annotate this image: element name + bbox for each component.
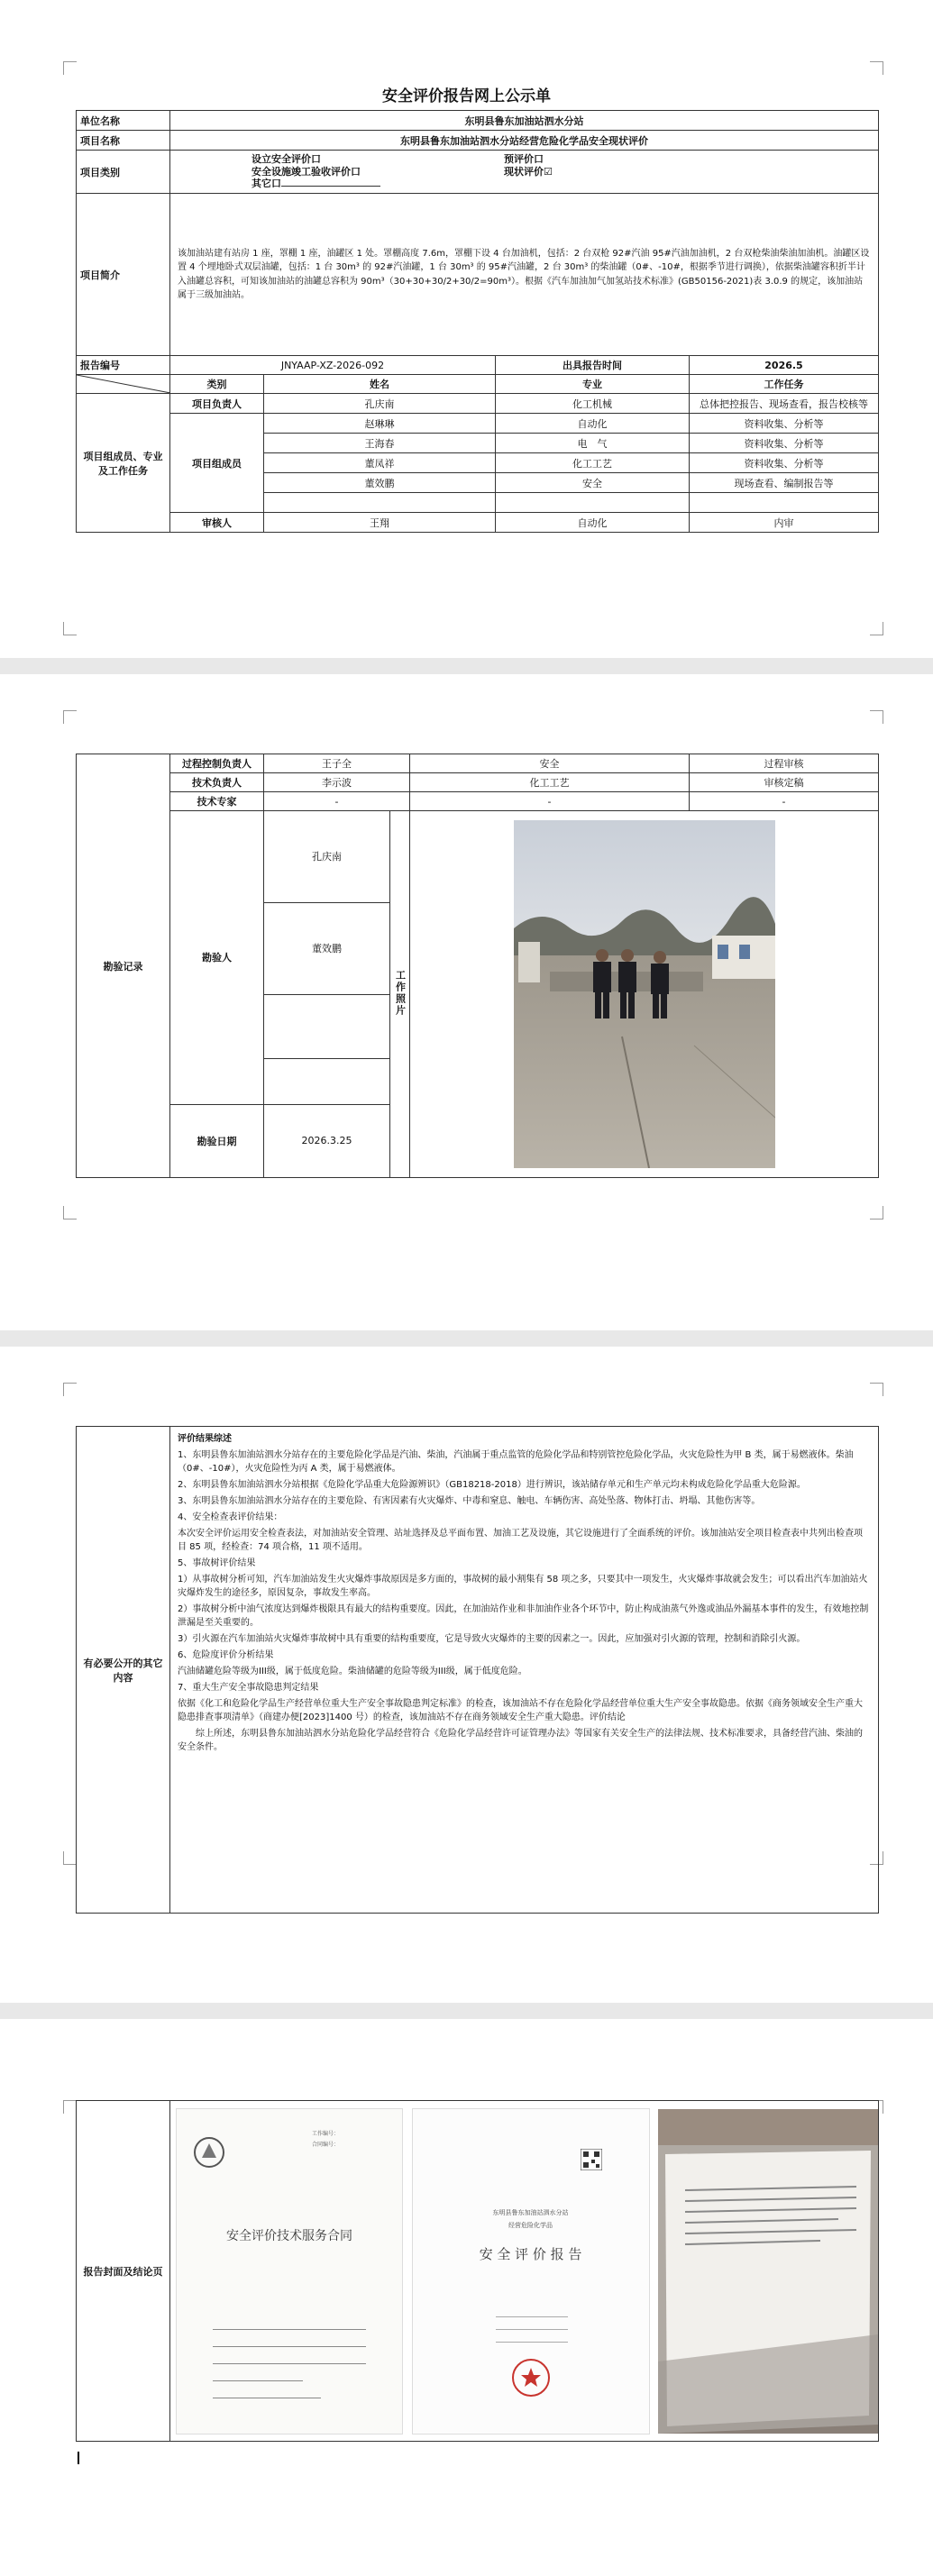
tech-name: 李示波	[264, 773, 410, 792]
tech-label: 技术负责人	[170, 773, 264, 792]
summary-para: 4、安全检查表评价结果：	[178, 1512, 283, 1522]
member-task	[690, 493, 879, 513]
header-category: 类别	[170, 375, 264, 394]
member-name: 赵琳琳	[264, 414, 496, 434]
official-seal-icon	[510, 2357, 552, 2398]
tech-major: 化工工艺	[410, 773, 690, 792]
member-name: 王海春	[264, 434, 496, 453]
crop-mark	[870, 710, 883, 724]
diagonal-line	[77, 375, 169, 393]
option-current: 现状评价☑	[504, 165, 553, 178]
page-1	[0, 0, 933, 658]
other-label: 有必要公开的其它内容	[77, 1427, 170, 1914]
crop-mark	[63, 2100, 77, 2114]
process-name: 王子全	[264, 754, 410, 773]
summary-para: 3）引火源在汽车加油站火灾爆炸事故树中具有重要的结构重要度，它是导致火灾爆炸的主要的因素之一。因此，应加强对引火源的管理，控制和消除引火源。	[178, 1634, 806, 1644]
page-3	[0, 1347, 933, 2003]
summary-para: 5、事故树评价结果	[178, 1558, 256, 1568]
report-date: 2026.5	[690, 356, 879, 375]
expert-label: 技术专家	[170, 792, 264, 811]
crop-mark	[63, 710, 77, 724]
conclusion-photo-graphic	[658, 2109, 878, 2434]
summary-para: 本次安全评价运用安全检查表法，对加油站安全管理、站址选择及总平面布置、加油工艺及设施，其它设施进行了全面系统的评价。该加油站安全项目检查表中共列出检查项目 85 项，经检查：74 项合格，11 项不适用。	[178, 1529, 863, 1552]
unit-value: 东明县鲁东加油站泗水分站	[170, 111, 879, 131]
diagonal-cell	[77, 375, 170, 394]
reviewer-name: 王翔	[264, 513, 496, 533]
crop-mark	[63, 1383, 77, 1396]
crop-mark	[63, 1206, 77, 1219]
tech-task: 审核定稿	[690, 773, 879, 792]
survey-label: 勘验记录	[77, 754, 170, 1178]
inspector-name	[264, 1058, 390, 1104]
team-label: 项目组成员、专业及工作任务	[77, 394, 170, 533]
cover-table	[76, 2100, 879, 2442]
member-major: 化工机械	[496, 394, 690, 414]
summary-content	[170, 1427, 879, 1914]
summary-heading: 评价结果综述	[178, 1434, 232, 1444]
summary-para: 1）从事故树分析可知，汽车加油站发生火灾爆炸事故原因是多方面的，事故树的最小割集有 58 项之多，只要其中一项发生，火灾爆炸事故就会发生；可以看出汽车加油站火灾爆炸发生的途径多，原因复杂，事故发生率高。	[178, 1575, 868, 1598]
contract-lines	[213, 2316, 366, 2398]
cover-label: 报告封面及结论页	[77, 2101, 170, 2442]
reviewer-label: 审核人	[170, 513, 264, 533]
members-label: 项目组成员	[170, 414, 264, 513]
type-label: 项目类别	[77, 151, 170, 194]
member-name: 董凤祥	[264, 453, 496, 473]
cover-sub: 经营危险化学品	[508, 2221, 553, 2229]
date-label: 勘验日期	[170, 1104, 264, 1177]
member-name	[264, 493, 496, 513]
crop-mark	[870, 622, 883, 635]
member-task: 现场查看、编制报告等	[690, 473, 879, 493]
member-task: 总体把控报告、现场查看，报告校核等	[690, 394, 879, 414]
report-date-label: 出具报告时间	[496, 356, 690, 375]
page-title: 安全评价报告网上公示单	[382, 87, 551, 105]
expert-task: -	[690, 792, 879, 811]
inspector-name: 孔庆南	[264, 811, 390, 903]
contract-title: 安全评价技术服务合同	[226, 2228, 352, 2243]
process-major: 安全	[410, 754, 690, 773]
member-major	[496, 493, 690, 513]
project-value: 东明县鲁东加油站泗水分站经营危险化学品安全现状评价	[170, 131, 879, 151]
crop-mark	[63, 1851, 77, 1865]
text-cursor	[78, 2452, 79, 2464]
photo-cell	[410, 811, 879, 1178]
option-establish: 设立安全评价口	[252, 152, 321, 165]
report-no-label: 报告编号	[77, 356, 170, 375]
photo-label-cell	[390, 811, 410, 1178]
report-no: JNYAAP-XZ-2026-092	[170, 356, 496, 375]
process-task: 过程审核	[690, 754, 879, 773]
member-task: 资料收集、分析等	[690, 414, 879, 434]
crop-mark	[63, 622, 77, 635]
info-table	[76, 110, 879, 533]
summary-para: 综上所述，东明县鲁东加油站泗水分站危险化学品经营符合《危险化学品经营许可证管理办法》等国家有关安全生产的法律法规、技术标准要求，具备经营汽油、柴油的安全条件。	[178, 1729, 863, 1752]
page-4	[0, 2019, 933, 2576]
inspector-name	[264, 994, 390, 1058]
project-label: 项目名称	[77, 131, 170, 151]
summary-para: 2）事故树分析中油气浓度达到爆炸极限具有最大的结构重要度。因此，在加油站作业和非加油作业各个环节中，防止构成油蒸气外逸或油品外漏基本事件的发生，有效地控制泄漏是至关重要的。	[178, 1604, 869, 1628]
crop-mark	[870, 61, 883, 75]
member-name: 孔庆南	[264, 394, 496, 414]
reviewer-major: 自动化	[496, 513, 690, 533]
date-value: 2026.3.25	[264, 1104, 390, 1177]
header-name: 姓名	[264, 375, 496, 394]
cover-unit: 东明县鲁东加油站泗水分站	[492, 2208, 569, 2216]
intro-label: 项目简介	[77, 194, 170, 356]
conclusion-photo	[658, 2109, 878, 2434]
summary-para: 汽油储罐危险等级为III级，属于低度危险。柴油储罐的危险等级为III级，属于低度危险。	[178, 1667, 527, 1676]
contract-image	[176, 2108, 403, 2434]
expert-name: -	[264, 792, 410, 811]
expert-major: -	[410, 792, 690, 811]
summary-para: 6、危险度评价分析结果	[178, 1650, 274, 1660]
cover-images	[170, 2101, 879, 2442]
option-pre: 预评价口	[504, 152, 544, 165]
member-task: 资料收集、分析等	[690, 453, 879, 473]
summary-table	[76, 1426, 879, 1914]
type-options	[170, 151, 879, 194]
member-major: 自动化	[496, 414, 690, 434]
summary-para: 2、东明县鲁东加油站泗水分站根据《危险化学品重大危险源辨识》（GB18218-2018）进行辨识，该站储存单元和生产单元均未构成危险化学品重大危险源。	[178, 1480, 806, 1490]
summary-para: 依据《化工和危险化学品生产经营单位重大生产安全事故隐患判定标准》的检查，该加油站不存在危险化学品经营单位重大生产安全事故隐患。依据《商务领域安全生产重大隐患排查事项清单》（商建办便[2023]1400 号）的检查，该加油站不存在商务领域安全生产重大隐患。评价结论	[178, 1699, 863, 1722]
header-task: 工作任务	[690, 375, 879, 394]
cover-lines	[496, 2307, 568, 2343]
member-task: 资料收集、分析等	[690, 434, 879, 453]
cover-title: 安 全 评 价 报 告	[479, 2245, 582, 2262]
qr-code-icon	[581, 2149, 602, 2170]
intro-text: 该加油站建有站房 1 座，罩棚 1 座，油罐区 1 处。罩棚高度 7.6m，罩棚下设 4 台加油机，包括：2 台双枪 92#汽油 95#汽油加油机，2 台双枪柴油柴油加油机。油罐区设置 4 个埋地卧式双层油罐，包括：1 台 30m³ 的 92#汽油罐，1 台 30m³ 的 95#汽油罐，2 台 30m³ 的柴油罐（0#、-10#，根据季节进行调换），依据柴油罐容积折半计入油罐总容积，可知该加油站的油罐总容积为 90m³（30+30+30/2+30/2=90m³）。根据《汽车加油加气加氢站技术标准》(GB50156-2021)表 3.0.9 的规定，该加油站属于三级加油站。	[170, 194, 879, 356]
emblem-icon	[191, 2134, 227, 2170]
report-cover-image	[412, 2108, 650, 2434]
member-major: 化工工艺	[496, 453, 690, 473]
contract-line1: 工作编号：	[312, 2130, 340, 2137]
process-label: 过程控制负责人	[170, 754, 264, 773]
contract-line2: 合同编号：	[312, 2141, 340, 2148]
unit-label: 单位名称	[77, 111, 170, 131]
crop-mark	[870, 1383, 883, 1396]
photo-label: 工作照片	[394, 969, 407, 1017]
member-name: 董效鹏	[264, 473, 496, 493]
leader-label: 项目负责人	[170, 394, 264, 414]
header-major: 专业	[496, 375, 690, 394]
reviewer-task: 内审	[690, 513, 879, 533]
inspector-label: 勘验人	[170, 811, 264, 1105]
summary-para: 3、东明县鲁东加油站泗水分站存在的主要危险、有害因素有火灾爆炸、中毒和窒息、触电、车辆伤害、高处坠落、物体打击、坍塌、其他伤害等。	[178, 1496, 761, 1506]
inspector-name: 董效鹏	[264, 902, 390, 994]
member-major: 安全	[496, 473, 690, 493]
member-major: 电 气	[496, 434, 690, 453]
crop-mark	[870, 1206, 883, 1219]
summary-para: 1、东明县鲁东加油站泗水分站存在的主要危险化学品是汽油、柴油，汽油属于重点监管的危险化学品和特别管控危险化学品，火灾危险性为甲 B 类，属于易燃液体。柴油（0#、-10#），火灾危险性为丙 A 类，属于易燃液体。	[178, 1450, 854, 1474]
option-other: 其它口	[252, 178, 504, 190]
work-photo	[514, 820, 775, 1168]
crop-mark	[63, 61, 77, 75]
summary-para: 7、重大生产安全事故隐患判定结果	[178, 1683, 319, 1693]
survey-table	[76, 754, 879, 1178]
page-2	[0, 674, 933, 1330]
option-acceptance: 安全设施竣工验收评价口	[252, 165, 361, 178]
